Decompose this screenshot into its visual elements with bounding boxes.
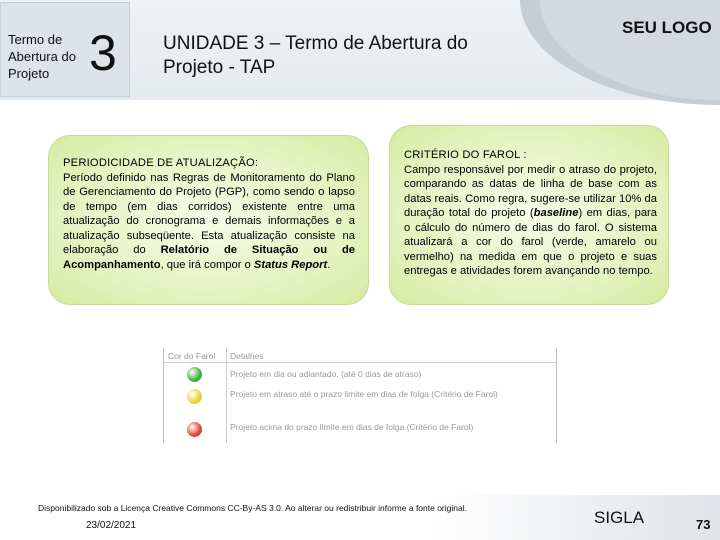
status-report-term: Status Report xyxy=(253,258,328,271)
legend-divider xyxy=(226,348,227,443)
module-box xyxy=(0,2,130,97)
update-period-heading: PERIODICIDADE DE ATUALIZAÇÃO: xyxy=(63,157,259,169)
traffic-light-criteria-body-1: Campo responsável por medir o atraso do projeto, comparando as datas de linha de base com as datas reais. Como regra, sugere-se utilizar 10% da duração total do projeto ( xyxy=(404,163,657,219)
traffic-light-criteria-body-2: ) em dias, para o cálculo do número de dias do farol. O sistema atualizará a cor do farol (verde, amarelo ou vermelho) na medida em que o projeto e suas entregas e atividades forem avançando no tempo. xyxy=(404,207,657,277)
module-label: Termo de Abertura do Projeto xyxy=(8,32,76,81)
module-number: 3 xyxy=(89,25,117,81)
logo-placeholder: SEU LOGO xyxy=(622,18,712,37)
update-period-body-2: , que irá compor o xyxy=(160,258,254,271)
update-period-box xyxy=(48,135,369,305)
report-name: Relatório de Situação ou de Acompanhamento xyxy=(63,244,355,271)
traffic-light-legend xyxy=(163,348,557,443)
legend-row-text: Projeto em dia ou adiantado. (até 0 dias de atraso) xyxy=(230,369,422,379)
update-period-body-1: Período definido nas Regras de Monitoramento do Plano de Gerenciamento do Projeto (PGP), como sendo o lapso de tempo (em dias corridos) existente entre uma atualização do cronograma e demais informações e a atualização subseqüente. Esta atualização consiste na elaboração do xyxy=(63,171,355,256)
green-light-icon xyxy=(187,367,202,382)
yellow-light-icon xyxy=(187,389,202,404)
legend-row-text: Projeto em atraso até o prazo limite em dias de folga (Critério de Farol) xyxy=(230,389,498,399)
license-notice: Disponibilizado sob a Licença Creative Commons CC-By-AS 3.0. Ao alterar ou redistribuir informe a fonte original. xyxy=(38,503,467,513)
baseline-term: baseline xyxy=(533,207,579,219)
traffic-light-criteria-heading: CRITÉRIO DO FAROL : xyxy=(404,149,527,161)
legend-col-details: Detalhes xyxy=(230,351,264,361)
legend-header xyxy=(164,348,556,363)
slide-title: UNIDADE 3 – Termo de Abertura do Projeto - TAP xyxy=(163,33,468,78)
footer-sigla: SIGLA xyxy=(594,508,645,527)
legend-row-text: Projeto acima do prazo limite em dias de folga (Critério de Farol) xyxy=(230,422,474,432)
red-light-icon xyxy=(187,422,202,437)
footer-date: 23/02/2021 xyxy=(86,520,137,531)
traffic-light-criteria-text xyxy=(404,148,657,279)
page-number: 73 xyxy=(696,517,711,532)
update-period-body-end: . xyxy=(327,258,331,271)
traffic-light-criteria-box xyxy=(389,125,669,305)
legend-col-color: Cor do Farol xyxy=(168,351,216,361)
update-period-text xyxy=(63,156,355,272)
